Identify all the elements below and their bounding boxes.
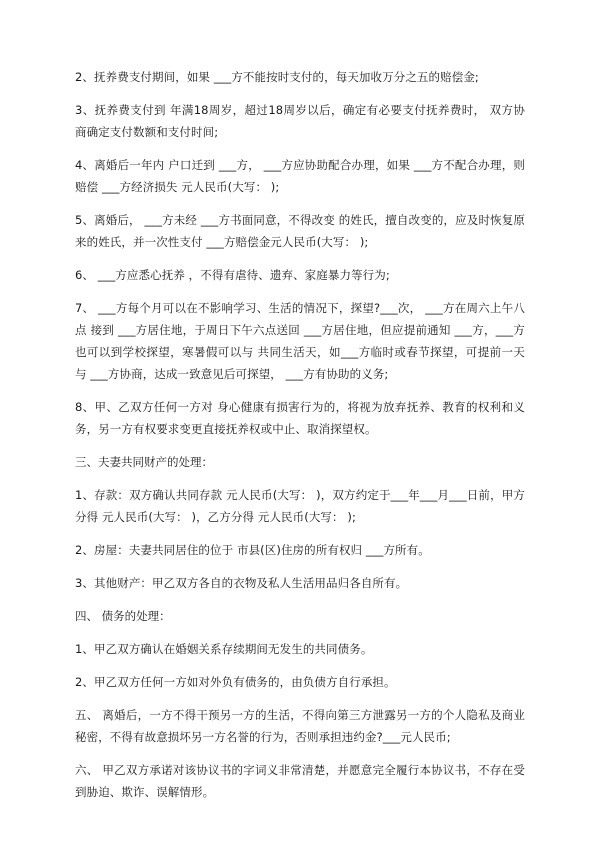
clause-8-harm: 8、甲、乙双方任何一方对 身心健康有损害行为的，将视为放弃抚养、教育的权利和义务，另一方有权要求变更直接抚养权或中止、取消探望权。	[75, 400, 525, 436]
property-clause-3-other: 3、其他财产：甲乙双方各自的衣物及私人生活用品归各自所有。	[75, 576, 408, 590]
debt-clause-2: 2、甲乙双方任何一方如对外负有债务的，由负债方自行承担。	[75, 675, 396, 689]
clause-6-care: 6、 ___方应悉心抚养 ，不得有虐待、遗弃、家庭暴力等行为;	[75, 268, 390, 282]
property-clause-2-house: 2、房屋：夫妻共同居住的位于 市县(区)住房的所有权归 ___方所有。	[75, 543, 430, 557]
section-6-commitment: 六、 甲乙双方承诺对该协议书的字词义非常清楚，并愿意完全履行本协议书，不存在受到胁迫、欺诈、误解情形。	[75, 763, 525, 799]
clause-2-support-payment-late: 2、抚养费支付期间，如果 ___方不能按时支付的，每天加收万分之五的赔偿金;	[75, 70, 479, 84]
property-clause-1-deposits: 1、存款：双方确认共同存款 元人民币(大写： )，双方约定于___年___月___日前，甲方分得 元人民币(大写： )，乙方分得 元人民币(大写： );	[75, 488, 525, 524]
clause-7-visitation: 7、 ___方每个月可以在不影响学习、生活的情况下，探望?___次， ___方在周六上午八点 接到 ___方居住地，于周日下午六点送回 ___方居住地，但应提前通知 ___方，___方也可以到学校探望，寒暑假可以与 共同生活天，如___方临时或春节探望，可提前一天与 ___方协商，达成一致意见后可探望， ___方有协助的义务;	[75, 301, 525, 381]
section-heading-joint-property: 三、夫妻共同财产的处理：	[75, 455, 213, 469]
document-body	[75, 66, 525, 814]
clause-5-surname: 5、离婚后， ___方未经 ___方书面同意，不得改变 的姓氏，擅自改变的，应及时恢复原来的姓氏，并一次性支付 ___方赔偿金元人民币(大写： );	[75, 213, 525, 249]
clause-4-household-registration: 4、离婚后一年内 户口迁到 ___方， ___方应协助配合办理，如果 ___方不配合办理，则赔偿 ___方经济损失 元人民币(大写： );	[75, 158, 525, 194]
debt-clause-1: 1、甲乙双方确认在婚姻关系存续期间无发生的共同债务。	[75, 642, 373, 656]
section-heading-debts: 四、 债务的处理：	[75, 609, 171, 623]
clause-3-support-until-18: 3、抚养费支付到 年满18周岁，超过18周岁以后，确定有必要支付抚养费时， 双方协商确定支付数额和支付时间;	[75, 103, 525, 139]
section-5-non-interference: 五、 离婚后，一方不得干预另一方的生活，不得向第三方泄露另一方的个人隐私及商业秘密，不得有故意损坏另一方名誉的行为，否则承担违约金?___元人民币;	[75, 708, 525, 744]
